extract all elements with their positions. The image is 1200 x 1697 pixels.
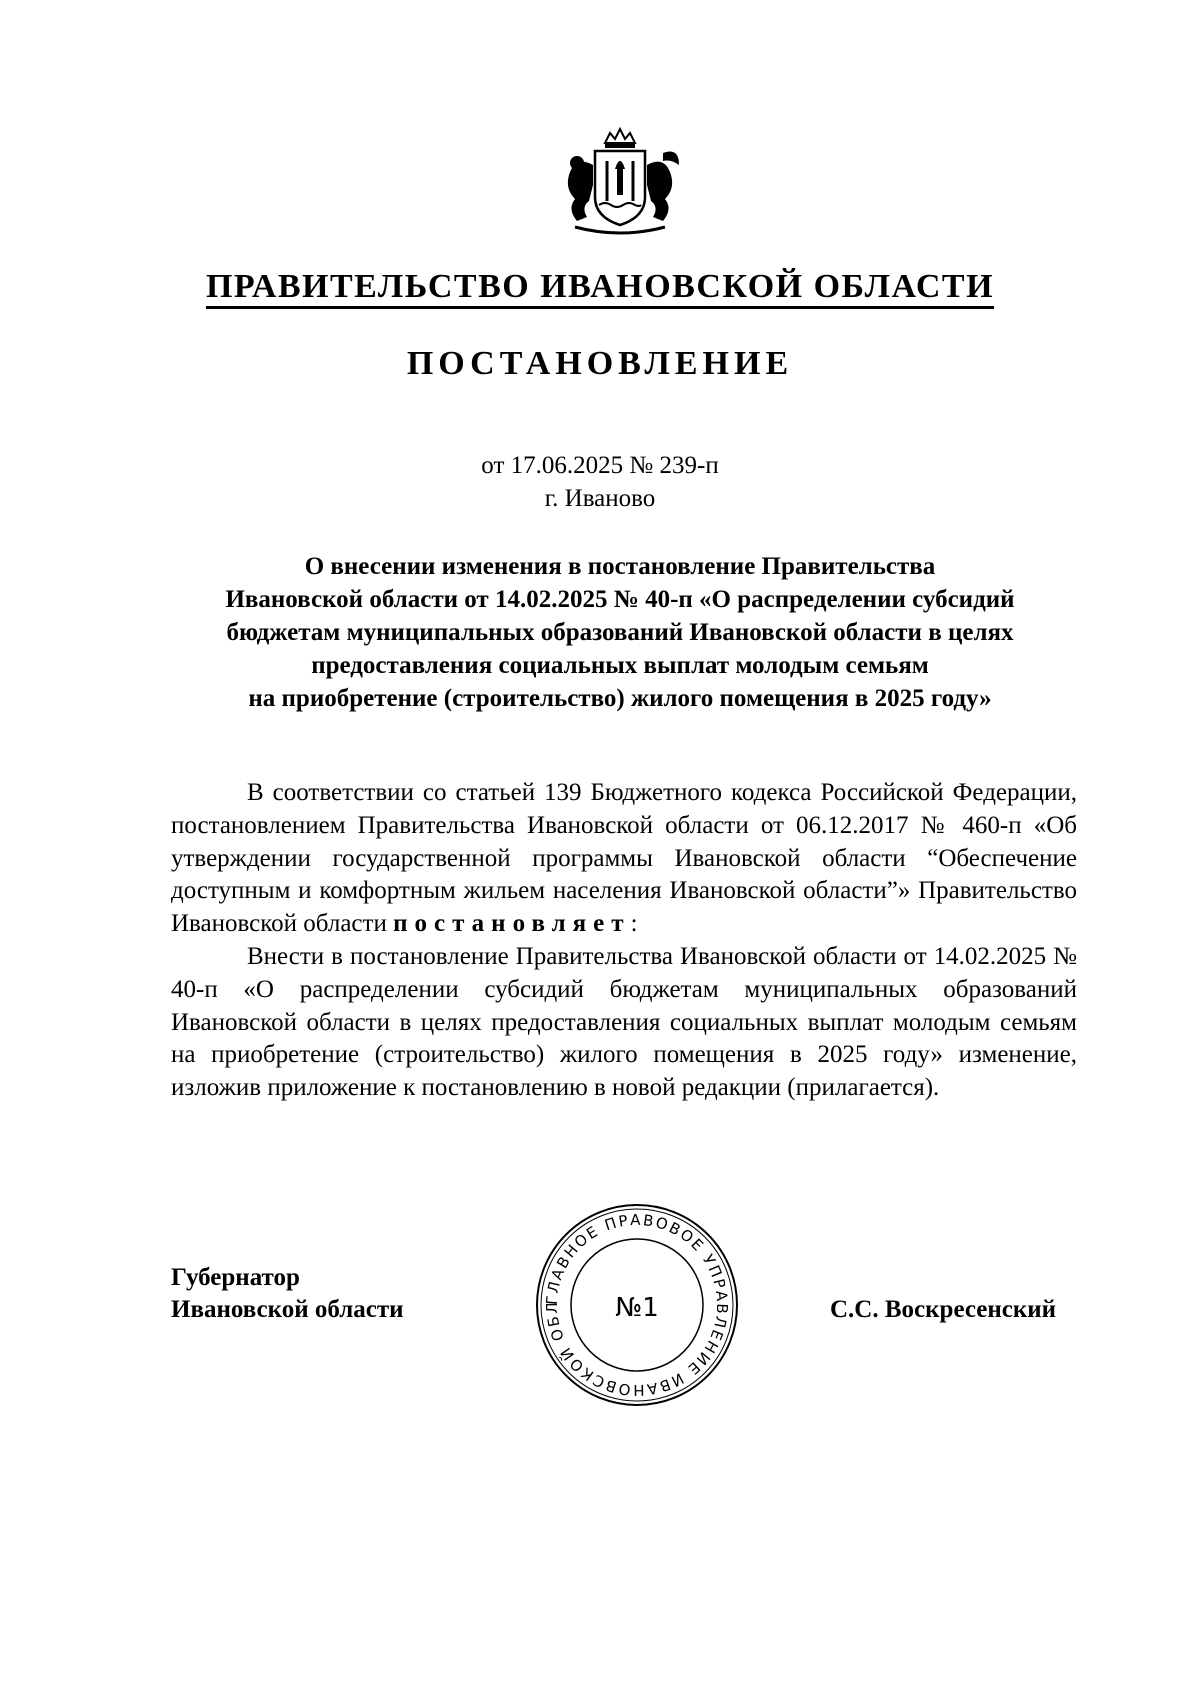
- subject-line: бюджетам муниципальных образований Ивановской области в целях: [226, 619, 1014, 646]
- document-type: ПОСТАНОВЛЕНИЕ: [406, 345, 794, 382]
- position-line: Губернатор: [171, 1264, 300, 1291]
- subject-line: Ивановской области от 14.02.2025 № 40-п «О распределении субсидий: [225, 586, 1015, 613]
- signatory-name: С.С. Воскресенский: [830, 1296, 1057, 1323]
- document-subject: [160, 550, 1080, 715]
- document-body: [171, 777, 1077, 1105]
- subject-line: на приобретение (строительство) жилого помещения в 2025 году»: [248, 685, 992, 712]
- coat-of-arms-icon: [555, 125, 685, 240]
- signatory-position: [171, 1262, 404, 1326]
- organization-title: [0, 268, 1200, 306]
- body-paragraph-preamble: [171, 777, 1077, 941]
- seal-center-text: №1: [615, 1293, 659, 1323]
- seal-outer-text: ГЛАВНОЕ ПРАВОВОЕ УПРАВЛЕНИЕ ИВАНОВСКОЙ ОБЛ: [542, 1210, 732, 1400]
- preamble-text: В соответствии со статьей 139 Бюджетного кодекса Российской Федерации, постановлением Правительства Ивановской области от 06.12.2017 № 460-п «Об утверждении государственной программы Ивановской области “Обеспечение доступным и комфортным жильем населения Ивановской области”» Правительство Ивановской области: [171, 779, 1077, 938]
- decree-colon: :: [630, 910, 638, 938]
- decree-word: постановляет: [393, 910, 631, 938]
- subject-line: О внесении изменения в постановление Правительства: [304, 553, 936, 580]
- document-date-number: от 17.06.2025 № 239-п: [481, 452, 719, 479]
- subject-line: предоставления социальных выплат молодым семьям: [311, 652, 929, 679]
- position-line: Ивановской области: [171, 1296, 404, 1323]
- body-paragraph-resolution: Внести в постановление Правительства Ивановской области от 14.02.2025 № 40-п «О распределении субсидий бюджетам муниципальных образований Ивановской области в целях предоставления социальных выплат молодым семьям на приобретение (строительство) жилого помещения в 2025 году» изменение, изложив приложение к постановлению в новой редакции (прилагается).: [171, 942, 1077, 1102]
- official-seal-icon: [532, 1200, 742, 1410]
- organization-name: ПРАВИТЕЛЬСТВО ИВАНОВСКОЙ ОБЛАСТИ: [206, 268, 994, 309]
- document-city: г. Иваново: [544, 485, 656, 512]
